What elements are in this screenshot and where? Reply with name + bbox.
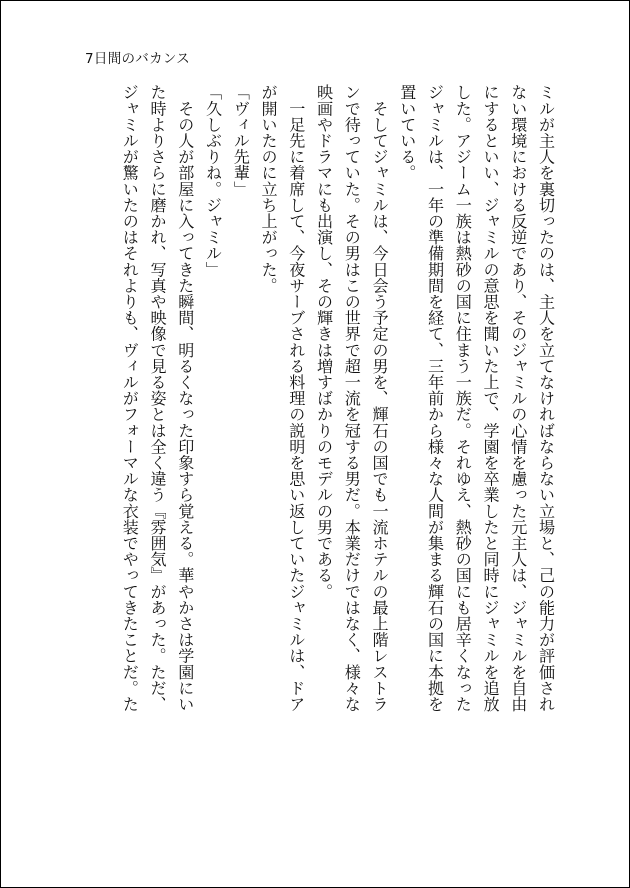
text-line: ない環境における反逆であり、そのジャミルの心情を慮った元主人は、ジャミルを自由 — [508, 84, 528, 712]
vertical-body-text — [69, 84, 559, 824]
text-line: にするといい、ジャミルの意思を聞いた上で、学園を卒業したと同時にジャミルを追放 — [480, 84, 500, 712]
text-line: 「久しぶりね。ジャミル」 — [203, 84, 222, 278]
text-line: た時よりさらに磨かれ、写真や映像で見る姿とは全く違う『雰囲気』があった。ただ、 — [147, 84, 167, 712]
text-line: が開いたのに立ち上がった。 — [258, 84, 278, 294]
text-line: 映画やドラマにも出演し、その輝きは増すばかりのモデルの男である。 — [314, 84, 333, 600]
text-line: ンで待っていた。その男はこの世界で超一流を冠する男だ。本業だけではなく、様々な — [341, 84, 361, 712]
text-line: した。アジーム一族は熱砂の国に住まう一族だ。それゆえ、熱砂の国にも居辛くなった — [452, 84, 472, 712]
text-line: ジャミルが驚いたのはそれよりも、ヴィルがフォーマルな衣装でやってきたことだ。た — [119, 84, 139, 712]
text-line: 一足先に着席して、今夜サーブされる料理の説明を思い返していたジャミルは、ドア — [286, 84, 306, 712]
running-title: 7日間のバカンス — [85, 51, 191, 67]
text-line: そしてジャミルは、今日会う予定の男を、輝石の国でも一流ホテルの最上階レストラ — [369, 84, 389, 712]
text-line: ジャミルは、一年の準備期間を経て、三年前から様々な人間が集まる輝石の国に本拠を — [425, 84, 444, 712]
text-line: その人が部屋に入ってきた瞬間、明るくなった印象すら覚える。華やかさは学園にい — [175, 84, 195, 712]
text-line: 置いている。 — [397, 84, 417, 181]
text-line: ミルが主人を裏切ったのは、主人を立てなければならない立場と、己の能力が評価され — [536, 84, 555, 712]
text-line: 「ヴィル先輩」 — [230, 84, 250, 197]
